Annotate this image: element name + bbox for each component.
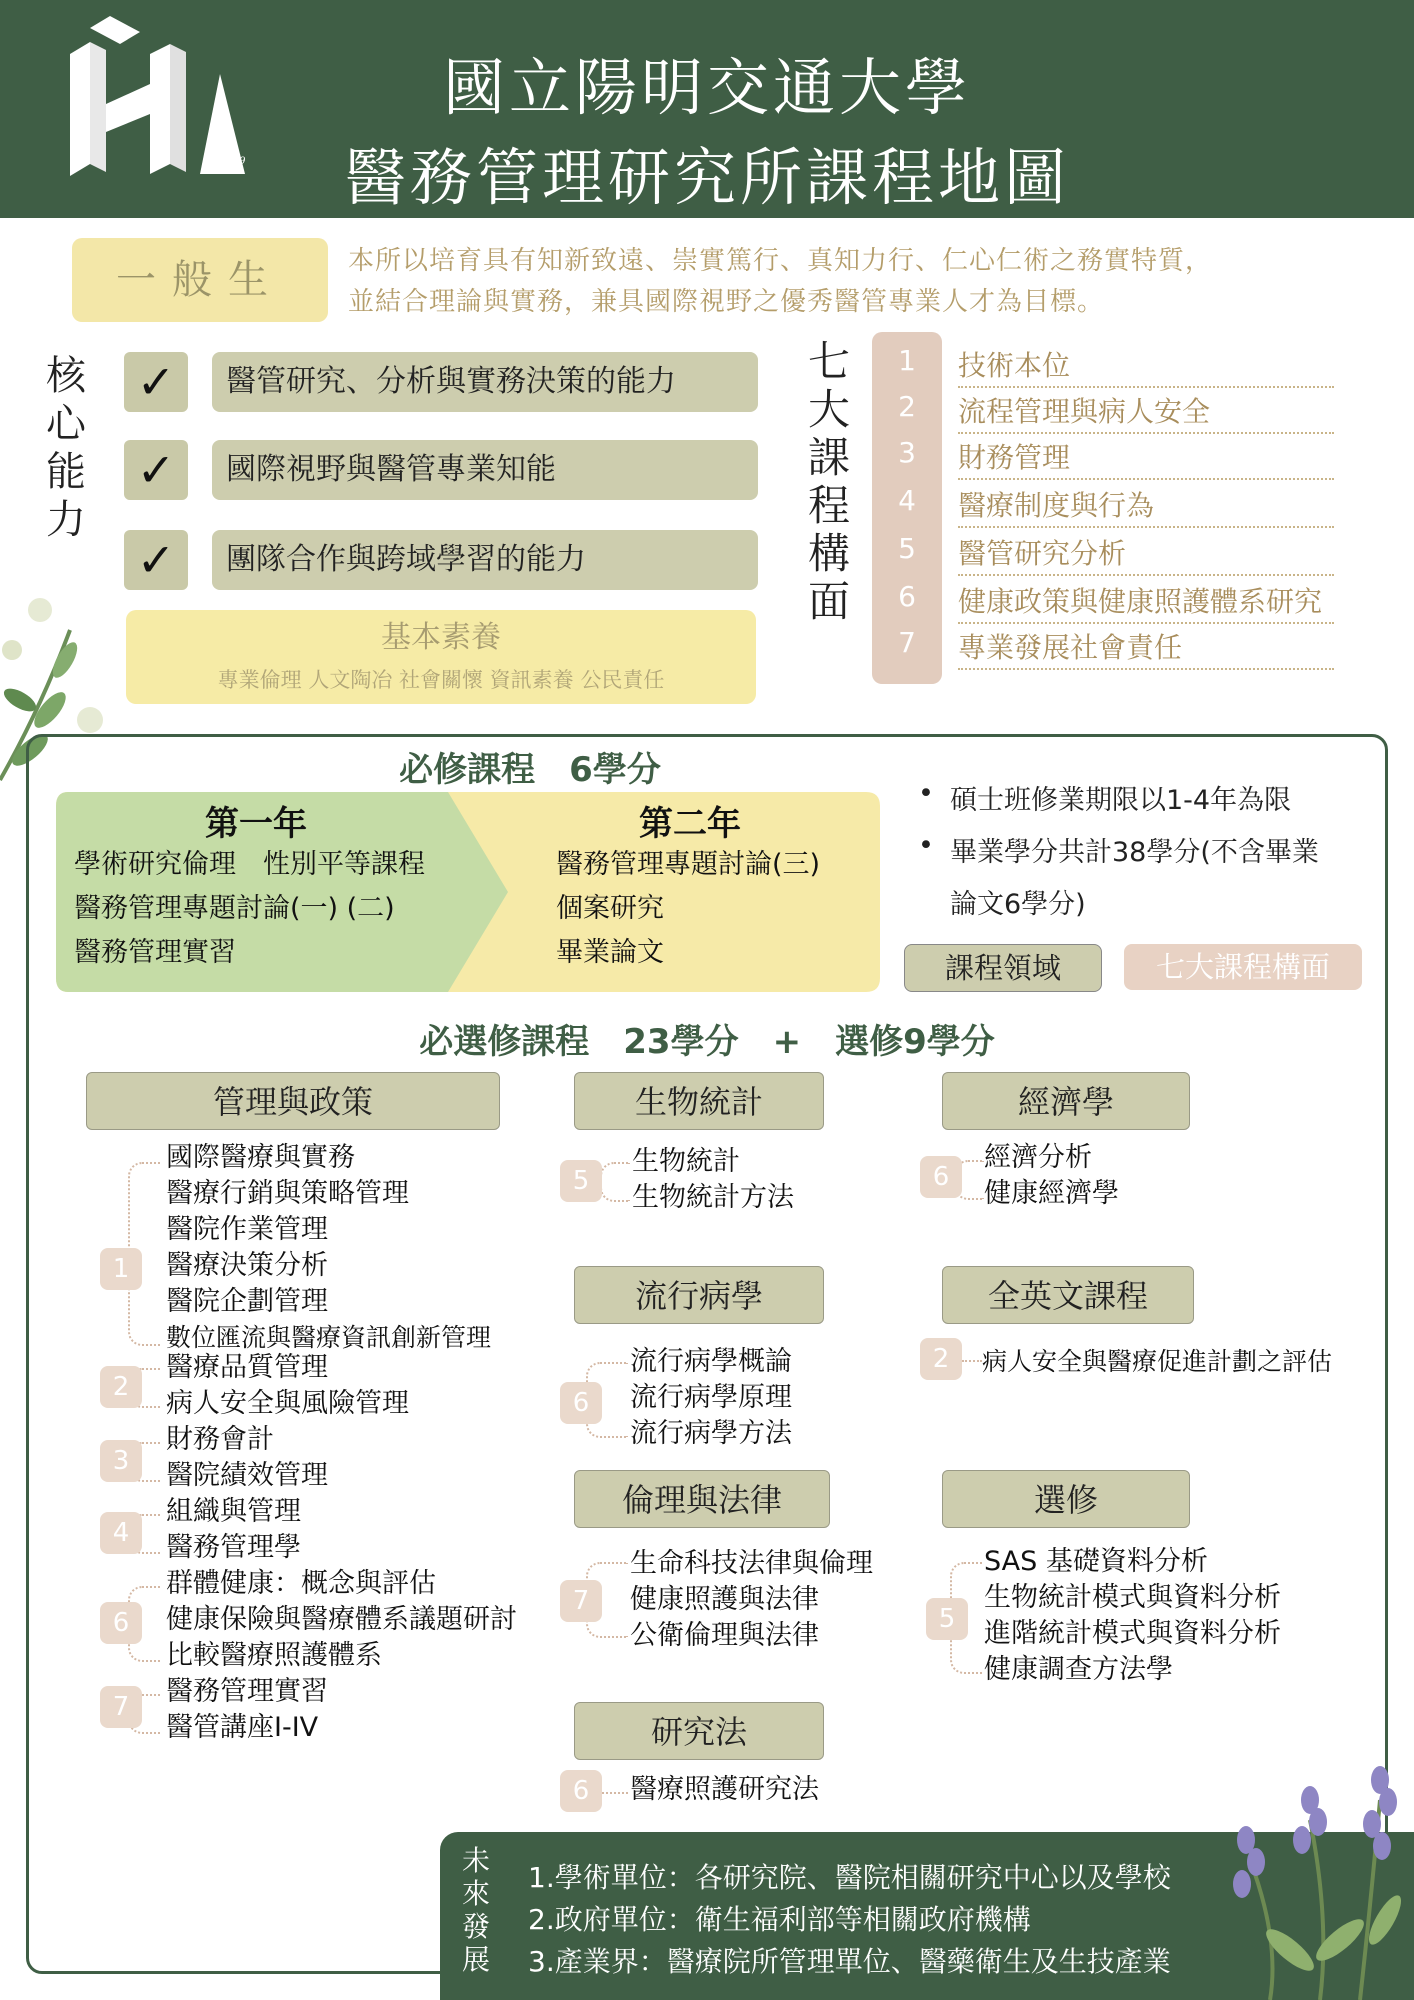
course-item: 醫務管理學 bbox=[166, 1532, 301, 1563]
course-item: 比較醫療照護體系 bbox=[166, 1640, 382, 1671]
course-item: 健康保險與醫療體系議題研討 bbox=[166, 1604, 517, 1635]
future-development-label: 未來發展 bbox=[462, 1844, 491, 1976]
course-item: 流行病學原理 bbox=[630, 1382, 792, 1413]
course-item: 醫管講座I-IV bbox=[166, 1712, 319, 1743]
course-item: 國際醫療與實務 bbox=[166, 1142, 355, 1173]
page-title-line2: 醫務管理研究所課程地圖 bbox=[343, 141, 1070, 214]
facet-item: 財務管理 bbox=[958, 436, 1334, 480]
basic-literacy-items: 專業倫理 人文陶冶 社會關懷 資訊素養 公民責任 bbox=[217, 668, 665, 692]
bullet-icon: • bbox=[918, 778, 934, 809]
facet-item: 流程管理與病人安全 bbox=[958, 390, 1334, 434]
basic-literacy-title: 基本素養 bbox=[381, 620, 501, 655]
facet-badge: 6 bbox=[920, 1156, 962, 1198]
facet-badge: 4 bbox=[100, 1512, 142, 1554]
facet-item: 健康政策與健康照護體系研究 bbox=[958, 580, 1334, 624]
year1-course: 學術研究倫理 性別平等課程 bbox=[74, 849, 425, 880]
page-title-line1: 國立陽明交通大學 bbox=[442, 51, 971, 124]
bracket-line bbox=[600, 1162, 630, 1202]
lavender-decoration bbox=[1210, 1740, 1414, 2000]
future-line: 1.學術單位：各研究院、醫院相關研究中心以及學校 bbox=[528, 1861, 1171, 1894]
course-item: 進階統計模式與資料分析 bbox=[984, 1618, 1281, 1649]
facet-number: 3 bbox=[898, 436, 916, 469]
facet-item: 專業發展社會責任 bbox=[958, 626, 1334, 670]
category-biostatistics: 生物統計 bbox=[574, 1072, 824, 1130]
course-item: SAS 基礎資料分析 bbox=[984, 1546, 1208, 1577]
year2-course: 醫務管理專題討論(三) bbox=[556, 849, 821, 880]
facet-item: 醫管研究分析 bbox=[958, 532, 1334, 576]
course-item: 生命科技法律與倫理 bbox=[630, 1548, 873, 1579]
category-english-taught: 全英文課程 bbox=[942, 1266, 1194, 1324]
year1-course: 醫務管理實習 bbox=[74, 937, 236, 968]
course-item: 醫院企劃管理 bbox=[166, 1286, 328, 1317]
course-item: 健康調查方法學 bbox=[984, 1654, 1173, 1685]
bracket-line bbox=[602, 1792, 628, 1794]
course-item: 流行病學方法 bbox=[630, 1418, 792, 1449]
bracket-line bbox=[962, 1360, 982, 1362]
course-item: 病人安全與醫療促進計劃之評估 bbox=[982, 1347, 1333, 1376]
intro-line2: 並結合理論與實務，兼具國際視野之優秀醫管專業人才為目標。 bbox=[348, 287, 1105, 317]
facet-number: 7 bbox=[898, 626, 916, 659]
required-courses-title: 必修課程 6學分 bbox=[399, 750, 661, 790]
facet-badge: 5 bbox=[560, 1160, 602, 1202]
course-item: 醫療品質管理 bbox=[166, 1352, 328, 1383]
legend-course-field: 課程領域 bbox=[904, 944, 1102, 992]
facet-item: 技術本位 bbox=[958, 344, 1334, 388]
facet-number: 6 bbox=[898, 580, 916, 613]
course-item: 公衛倫理與法律 bbox=[630, 1620, 819, 1651]
facet-badge: 3 bbox=[100, 1440, 142, 1482]
core-ability-item: 國際視野與醫管專業知能 bbox=[212, 440, 758, 500]
year1-heading: 第一年 bbox=[205, 804, 307, 844]
facet-number: 1 bbox=[898, 344, 916, 377]
future-line: 2.政府單位：衛生福利部等相關政府機構 bbox=[528, 1903, 1031, 1936]
future-line: 3.產業界：醫療院所管理單位、醫藥衛生及生技產業 bbox=[528, 1945, 1171, 1978]
elective-courses-title: 必選修課程 23學分 + 選修9學分 bbox=[419, 1022, 995, 1062]
course-item: 群體健康：概念與評估 bbox=[166, 1568, 436, 1599]
facet-badge: 1 bbox=[100, 1248, 142, 1290]
course-item: 數位匯流與醫療資訊創新管理 bbox=[166, 1323, 492, 1352]
check-icon: ✓ bbox=[124, 530, 188, 590]
category-economics: 經濟學 bbox=[942, 1072, 1190, 1130]
legend-seven-facets: 七大課程構面 bbox=[1124, 944, 1362, 990]
course-item: 健康經濟學 bbox=[984, 1178, 1119, 1209]
course-item: 醫療照護研究法 bbox=[630, 1774, 819, 1805]
facet-badge: 7 bbox=[560, 1580, 602, 1622]
facet-badge: 5 bbox=[926, 1598, 968, 1640]
facet-badge: 2 bbox=[920, 1338, 962, 1380]
course-item: 財務會計 bbox=[166, 1424, 274, 1455]
note-bullet-cont: 論文6學分) bbox=[950, 889, 1086, 920]
course-item: 醫務管理實習 bbox=[166, 1676, 328, 1707]
category-elective: 選修 bbox=[942, 1470, 1190, 1528]
course-item: 生物統計 bbox=[632, 1146, 740, 1177]
course-item: 醫療行銷與策略管理 bbox=[166, 1178, 409, 1209]
facet-badge: 2 bbox=[100, 1366, 142, 1408]
core-ability-item: 醫管研究、分析與實務決策的能力 bbox=[212, 352, 758, 412]
course-item: 生物統計方法 bbox=[632, 1182, 794, 1213]
year2-heading: 第二年 bbox=[639, 804, 741, 844]
facet-badge: 6 bbox=[560, 1770, 602, 1812]
note-bullet: 碩士班修業期限以1-4年為限 bbox=[950, 785, 1292, 816]
course-item: 經濟分析 bbox=[984, 1142, 1092, 1173]
check-icon: ✓ bbox=[124, 440, 188, 500]
category-research-methods: 研究法 bbox=[574, 1702, 824, 1760]
facet-badge: 6 bbox=[560, 1382, 602, 1424]
category-ethics-law: 倫理與法律 bbox=[574, 1470, 830, 1528]
general-student-tag: 一般生 bbox=[72, 238, 328, 322]
intro-line1: 本所以培育具有知新致遠、崇實篤行、真知力行、仁心仁術之務實特質， bbox=[348, 246, 1213, 276]
facet-item: 醫療制度與行為 bbox=[958, 484, 1334, 528]
course-item: 健康照護與法律 bbox=[630, 1584, 819, 1615]
facet-number: 5 bbox=[898, 532, 916, 565]
year2-course: 畢業論文 bbox=[556, 937, 664, 968]
note-bullet: 畢業學分共計38學分(不含畢業 bbox=[950, 837, 1319, 868]
facet-badge: 6 bbox=[100, 1602, 142, 1644]
course-item: 醫院作業管理 bbox=[166, 1214, 328, 1245]
seven-facets-label: 七大課程構面 bbox=[808, 337, 851, 626]
facet-badge: 7 bbox=[100, 1686, 142, 1728]
course-item: 醫院績效管理 bbox=[166, 1460, 328, 1491]
year2-course: 個案研究 bbox=[556, 893, 664, 924]
category-management-policy: 管理與政策 bbox=[86, 1072, 500, 1130]
year1-course: 醫務管理專題討論(一) (二) bbox=[74, 893, 395, 924]
course-item: 組織與管理 bbox=[166, 1496, 301, 1527]
core-ability-item: 團隊合作與跨域學習的能力 bbox=[212, 530, 758, 590]
check-icon: ✓ bbox=[124, 352, 188, 412]
core-ability-label: 核心能力 bbox=[46, 353, 86, 543]
course-item: 病人安全與風險管理 bbox=[166, 1388, 409, 1419]
logo-year: 1989 bbox=[220, 156, 246, 167]
course-item: 醫療決策分析 bbox=[166, 1250, 328, 1281]
course-item: 生物統計模式與資料分析 bbox=[984, 1582, 1281, 1613]
facet-number: 2 bbox=[898, 390, 916, 423]
bullet-icon: • bbox=[918, 830, 934, 861]
category-epidemiology: 流行病學 bbox=[574, 1266, 824, 1324]
course-item: 流行病學概論 bbox=[630, 1346, 792, 1377]
facet-number: 4 bbox=[898, 484, 916, 517]
